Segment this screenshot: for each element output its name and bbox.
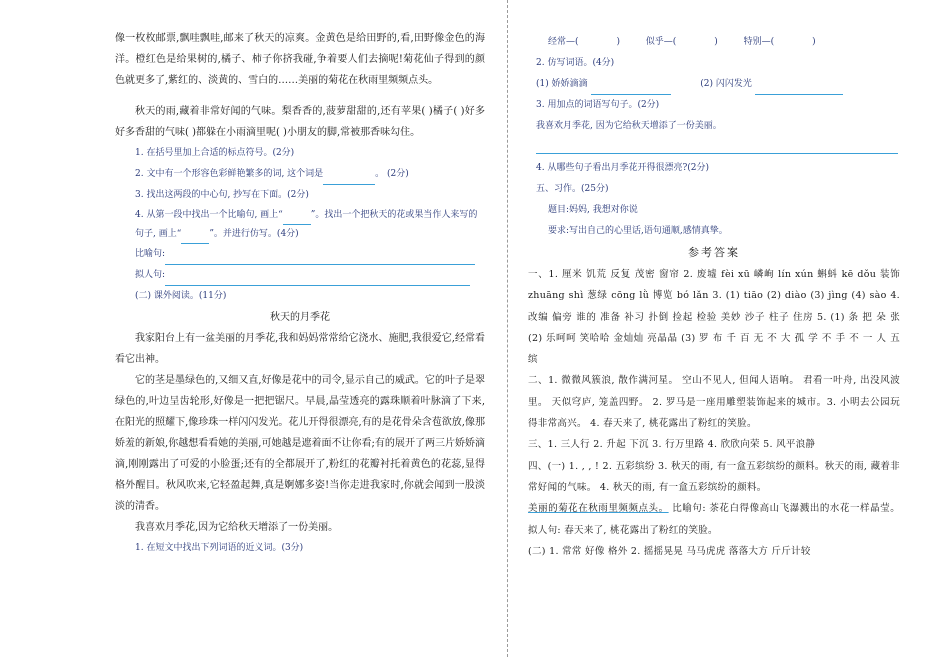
simile-answer-line[interactable] xyxy=(165,250,475,265)
answer-section-3: 三、1. 三人行 2. 升起 下沉 3. 行万里路 4. 欣欣向荣 5. 风平浪静 xyxy=(528,439,816,451)
right-column xyxy=(528,32,900,562)
answer-section-2: 二、1. 微微风簇浪, 散作满河星。 空山不见人, 但闻人语响。 君看一叶舟, 出没风波里。 天似穹庐, 笼盖四野。 2. 罗马是一座用雕塑装饰起来的城市。3. 小明去公园玩得非常高兴。 4. 春天来了, 桃花露出了粉红的笑脸。 xyxy=(528,375,900,430)
imitate-label: 拟人句: xyxy=(135,270,166,280)
synonym-especially: 特别—( xyxy=(743,37,775,47)
question-4-part-3: ”。并进行仿写。(4分) xyxy=(209,229,299,239)
synonym-row xyxy=(528,32,900,53)
answer-simile-imitate: 比喻句: 茶花白得像高山飞瀑溅出的水花一样晶莹。 拟人句: 春天来了, 桃花露出了粉红的笑脸。 xyxy=(528,503,900,536)
reading-paragraph-2: 秋天的雨,藏着非常好闻的气味。梨香香的,菠萝甜甜的,还有苹果( )橘子( )好多好多香甜的气味( )都躲在小雨滴里呢( )小朋友的脚,常被那香味勾住。 xyxy=(115,106,485,138)
right-question-3: 3. 用加点的词语写句子。(2分) xyxy=(536,100,660,110)
right-question-3-example: 我喜欢月季花, 因为它给秋天增添了一份美丽。 xyxy=(536,121,722,131)
reading-paragraph-1: 像一枚枚邮票,飘哇飘哇,邮来了秋天的凉爽。金黄色是给田野的,看,田野像金色的海洋。橙红色是给果树的,橘子、柿子你挤我碰,争着要人们去摘呢!菊花仙子得到的颜色就更多了,紫红的、淡黄的、雪白的……美丽的菊花在秋雨里频频点头。 xyxy=(115,33,485,86)
synonym-paren-3: ) xyxy=(812,37,816,47)
synonym-paren-1: ) xyxy=(616,37,621,47)
answer-section-4-cont xyxy=(528,498,900,541)
answers-title: 参考答案 xyxy=(688,246,740,259)
synonym-often: 经常—( xyxy=(548,37,579,47)
right-question-4: 4. 从哪些句子看出月季花开得很漂亮?(2分) xyxy=(536,163,710,173)
imitate-word-2: (2) 闪闪发光 xyxy=(700,79,752,89)
question-3: 3. 找出这两段的中心句, 抄写在下面。(2分) xyxy=(135,190,309,200)
question-1: 1. 在括号里加上合适的标点符号。(2分) xyxy=(135,148,295,158)
underline-sample-2 xyxy=(181,229,209,244)
answer-underlined-sentence: 美丽的菊花在秋雨里频频点头。 xyxy=(528,503,669,515)
story-paragraph-1: 我家阳台上有一盆美丽的月季花,我和妈妈常常给它浇水、施肥,我很爱它,经常看看它出神。 xyxy=(115,333,485,365)
essay-header: 五、习作。(25分) xyxy=(536,184,609,194)
question-4-part-2: ”。找出一个把秋天的花或果当作人来写的句子, 画上“ xyxy=(135,210,478,239)
answer-section-1: 一、1. 厘米 饥荒 反复 茂密 窗帘 2. 废墟 fèi xū 嶙峋 lín xún 蝌蚪 kē dǒu 装饰 zhuāng shì 葱绿 cōng lǜ 博览 bó lǎn 3. (1) tiāo (2) diào (3) jìng (4) sào 4. 改编 偏旁 谁的 准备 补习 扑倒 捡起 检验 美妙 沙子 柱子 住房 5. (1) 条 把 朵 张 (2) 乐呵呵 笑哈哈 金灿灿 亮晶晶 (3) 罗 布 千 百 无 不 大 孤 学 不 手 不 一 人 五 缤 xyxy=(528,269,900,366)
essay-requirement: 要求:写出自己的心里话,语句通顺,感情真挚。 xyxy=(548,226,728,236)
question-4-part-1: 4. 从第一段中找出一个比喻句, 画上“ xyxy=(135,210,283,220)
essay-topic: 题目:妈妈, 我想对你说 xyxy=(548,205,638,215)
story-paragraph-2: 它的茎是墨绿色的,又细又直,好像是花中的司令,显示自己的威武。它的叶子是翠绿色的,叶边呈齿轮形,好像是一把把锯尺。早晨,晶莹透亮的露珠顺着叶脉滴了下来,在阳光的照耀下,像珍珠一样闪闪发光。花儿开得很漂亮,有的是花骨朵含苞欲放,像那娇羞的新娘,你越想看看她的美丽,可她越是遮着面不让你看;有的展开了两三片娇娇滴滴,刚刚露出了可爱的小脸蛋;还有的全都展开了,粉红的花瓣衬托着黄色的花蕊,显得格外醒目。秋风吹来,它轻盈起舞,真是婀娜多姿!当你走进我家时,你就会闻到一股淡淡的清香。 xyxy=(115,375,485,512)
answer-section-4: 四、(一) 1. , , ! 2. 五彩缤纷 3. 秋天的雨, 有一盒五彩缤纷的颜料。秋天的雨, 藏着非常好闻的气味。 4. 秋天的雨, 有一盒五彩缤纷的颜料。 xyxy=(528,460,900,493)
right-question-2: 2. 仿写词语。(4分) xyxy=(536,58,615,68)
underline-sample-1 xyxy=(283,210,311,225)
simile-row xyxy=(115,244,485,265)
question-2-suffix: 。 (2分) xyxy=(375,169,409,179)
story-question-1: 1. 在短文中找出下列词语的近义词。(3分) xyxy=(135,543,304,553)
synonym-seems: 似乎—( xyxy=(645,37,677,47)
imitate-word-1: (1) 娇娇滴滴 xyxy=(536,79,588,89)
imitate-row xyxy=(115,265,485,286)
synonym-paren-2: ) xyxy=(714,37,718,47)
imitate-answer-line[interactable] xyxy=(165,271,470,286)
imitate-word-1-line[interactable] xyxy=(591,80,671,95)
imitate-word-2-line[interactable] xyxy=(755,80,843,95)
sentence-answer-line[interactable] xyxy=(536,137,898,154)
story-title: 秋天的月季花 xyxy=(270,312,330,323)
question-2 xyxy=(115,164,485,185)
question-4 xyxy=(115,206,485,244)
section-title-extra-reading: (二) 课外阅读。(11分) xyxy=(135,291,227,301)
answer-section-5: (二) 1. 常常 好像 格外 2. 摇摇晃晃 马马虎虎 落落大方 斤斤计较 xyxy=(528,545,811,557)
answer-blank-q2[interactable] xyxy=(323,170,375,185)
simile-label: 比喻句: xyxy=(135,249,166,259)
question-2-text: 2. 文中有一个形容色彩鲜艳繁多的词, 这个词是 xyxy=(135,169,324,179)
imitate-words-row xyxy=(528,74,900,95)
left-column xyxy=(115,28,485,559)
page-divider xyxy=(507,0,508,657)
story-paragraph-3: 我喜欢月季花,因为它给秋天增添了一份美丽。 xyxy=(135,522,339,533)
